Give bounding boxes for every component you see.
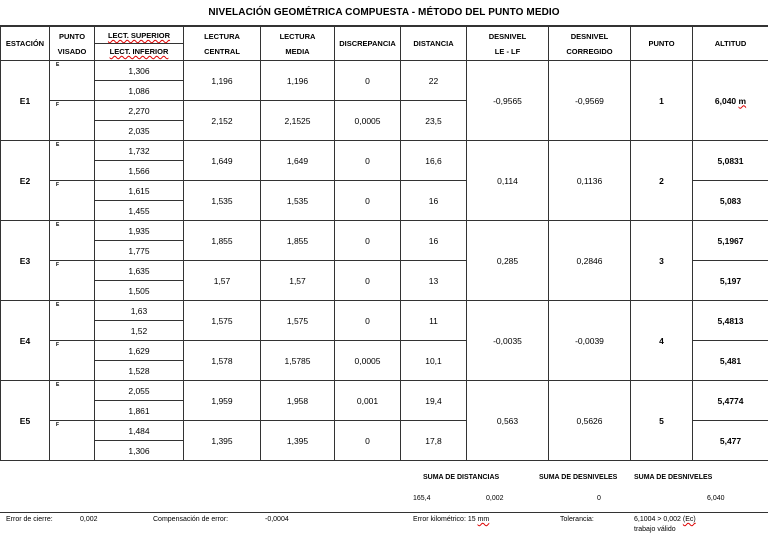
lectura-media: 1,395 <box>261 421 335 461</box>
distancia: 23,5 <box>401 101 467 141</box>
distancia: 19,4 <box>401 381 467 421</box>
sheet-title: NIVELACIÓN GEOMÉTRICA COMPUESTA - MÉTODO DEL PUNTO MEDIO <box>0 0 768 26</box>
suma-distancias-label: SUMA DE DISTANCIAS <box>423 474 500 481</box>
punto-number: 5 <box>631 381 693 461</box>
discrepancia: 0,0005 <box>335 341 401 381</box>
lect-inferior: 1,455 <box>95 201 184 221</box>
fore-sight-cell <box>50 341 95 381</box>
fore-sight-cell <box>50 101 95 141</box>
compensacion-value: -0,0004 <box>265 516 289 523</box>
header-punto: PUNTO <box>631 27 693 61</box>
station-name: E2 <box>1 141 50 221</box>
lectura-media: 1,958 <box>261 381 335 421</box>
header-discrepancia: DISCREPANCIA <box>335 27 401 61</box>
altitud-top: 5,0831 <box>693 141 768 181</box>
desnivel-corregido: -0,9569 <box>549 61 631 141</box>
suma-desniveles-label-2: SUMA DE DESNIVELES <box>634 474 713 481</box>
lect-inferior: 1,505 <box>95 281 184 301</box>
lect-superior: 1,306 <box>95 61 184 81</box>
discrepancia: 0 <box>335 181 401 221</box>
lectura-media: 1,575 <box>261 301 335 341</box>
leveling-table <box>0 26 768 461</box>
error-cierre-label: Error de cierre: <box>6 516 53 523</box>
lect-superior: 1,635 <box>95 261 184 281</box>
station-name: E1 <box>1 61 50 141</box>
lect-inferior: 1,086 <box>95 81 184 101</box>
lect-superior: 1,63 <box>95 301 184 321</box>
header-desnivel-corregido: DESNIVEL CORREGIDO <box>549 27 631 61</box>
distancia: 22 <box>401 61 467 101</box>
back-sight-mark: E <box>56 62 60 68</box>
altitud-top: 5,1967 <box>693 221 768 261</box>
lectura-media: 1,535 <box>261 181 335 221</box>
punto-number: 4 <box>631 301 693 381</box>
lectura-central: 1,575 <box>184 301 261 341</box>
discrepancia: 0 <box>335 221 401 261</box>
tolerancia-value <box>634 516 696 523</box>
distancia: 11 <box>401 301 467 341</box>
fore-sight-cell <box>50 181 95 221</box>
discrepancia: 0 <box>335 421 401 461</box>
header-lectura-central: LECTURA CENTRAL <box>184 27 261 61</box>
tolerancia-label: Tolerancia: <box>560 516 594 523</box>
header-estacion: ESTACIÓN <box>1 27 50 61</box>
altitud-bottom: 5,197 <box>693 261 768 301</box>
suma-discrepancias-value: 0,002 <box>486 495 504 502</box>
fore-sight-cell <box>50 261 95 301</box>
back-sight-mark: E <box>56 382 60 388</box>
tolerancia-ec: (Ec) <box>682 516 696 523</box>
suma-desniveles-label: SUMA DE DESNIVELES <box>539 474 618 481</box>
back-sight-mark: E <box>56 302 60 308</box>
desnivel: 0,114 <box>467 141 549 221</box>
header-lecturas-estadimetricas: LECT. SUPERIOR LECT. INFERIOR <box>95 27 184 61</box>
station-name: E5 <box>1 381 50 461</box>
lect-superior: 2,270 <box>95 101 184 121</box>
table-row <box>1 381 768 401</box>
back-sight-cell <box>50 221 95 261</box>
error-cierre-value: 0,002 <box>80 516 98 523</box>
back-sight-mark: E <box>56 142 60 148</box>
punto-number: 3 <box>631 221 693 301</box>
lect-superior: 2,055 <box>95 381 184 401</box>
altitud-top: 5,4774 <box>693 381 768 421</box>
lectura-media: 1,649 <box>261 141 335 181</box>
distancia: 16 <box>401 221 467 261</box>
desnivel-corregido: 0,5626 <box>549 381 631 461</box>
lect-superior: 1,935 <box>95 221 184 241</box>
lect-superior: 1,732 <box>95 141 184 161</box>
suma-altitud-value: 6,040 <box>707 495 725 502</box>
back-sight-cell <box>50 141 95 181</box>
trabajo-valido: trabajo válido <box>634 526 676 533</box>
error-kilometrico <box>413 516 489 523</box>
discrepancia: 0 <box>335 141 401 181</box>
table-row <box>1 61 768 81</box>
desnivel-corregido: -0,0039 <box>549 301 631 381</box>
lectura-media: 1,57 <box>261 261 335 301</box>
lectura-media: 1,855 <box>261 221 335 261</box>
lect-inferior: 1,566 <box>95 161 184 181</box>
fore-sight-mark: F <box>56 342 60 348</box>
lectura-central: 1,959 <box>184 381 261 421</box>
distancia: 10,1 <box>401 341 467 381</box>
lect-superior: 1,629 <box>95 341 184 361</box>
altitud-bottom: 5,083 <box>693 181 768 221</box>
altitud-bottom: 5,477 <box>693 421 768 461</box>
distancia: 16,6 <box>401 141 467 181</box>
back-sight-cell <box>50 381 95 421</box>
tolerancia-comparison: 6,1004 > 0,002 <box>634 516 681 523</box>
summary-divider <box>0 512 768 513</box>
suma-distancias-value: 165,4 <box>413 495 431 502</box>
table-row <box>1 301 768 321</box>
lectura-media: 2,1525 <box>261 101 335 141</box>
header-altitud: ALTITUD <box>693 27 768 61</box>
altitud-top: 5,4813 <box>693 301 768 341</box>
discrepancia: 0 <box>335 61 401 101</box>
desnivel: 0,563 <box>467 381 549 461</box>
altitud-bottom: 5,481 <box>693 341 768 381</box>
lect-inferior: 1,306 <box>95 441 184 461</box>
summary-section <box>0 462 768 537</box>
fore-sight-mark: F <box>56 102 60 108</box>
station-name: E4 <box>1 301 50 381</box>
lectura-media: 1,5785 <box>261 341 335 381</box>
discrepancia: 0 <box>335 301 401 341</box>
compensacion-label: Compensación de error: <box>153 516 229 523</box>
altitud-unit: m <box>738 95 747 106</box>
lect-inferior: 1,52 <box>95 321 184 341</box>
punto-number: 2 <box>631 141 693 221</box>
desnivel-corregido: 0,2846 <box>549 221 631 301</box>
fore-sight-mark: F <box>56 182 60 188</box>
lectura-central: 1,57 <box>184 261 261 301</box>
lect-superior: 1,484 <box>95 421 184 441</box>
lect-inferior: 2,035 <box>95 121 184 141</box>
back-sight-mark: E <box>56 222 60 228</box>
altitud-cell <box>693 61 768 141</box>
suma-desniveles-value: 0 <box>597 495 601 502</box>
discrepancia: 0,001 <box>335 381 401 421</box>
header-punto-visado: PUNTO VISADO <box>50 27 95 61</box>
desnivel: -0,0035 <box>467 301 549 381</box>
lectura-central: 1,578 <box>184 341 261 381</box>
lect-inferior: 1,528 <box>95 361 184 381</box>
fore-sight-mark: F <box>56 262 60 268</box>
table-row <box>1 221 768 241</box>
error-kilometrico-unit: mm <box>477 516 490 523</box>
lectura-central: 1,196 <box>184 61 261 101</box>
error-kilometrico-label: Error kilométrico: 15 <box>413 516 476 523</box>
lectura-central: 2,152 <box>184 101 261 141</box>
lectura-central: 1,855 <box>184 221 261 261</box>
desnivel: -0,9565 <box>467 61 549 141</box>
lect-inferior: 1,775 <box>95 241 184 261</box>
discrepancia: 0 <box>335 261 401 301</box>
header-row <box>1 27 768 61</box>
header-distancia: DISTANCIA <box>401 27 467 61</box>
lectura-central: 1,649 <box>184 141 261 181</box>
desnivel: 0,285 <box>467 221 549 301</box>
back-sight-cell <box>50 61 95 101</box>
back-sight-cell <box>50 301 95 341</box>
header-desnivel: DESNIVEL LE - LF <box>467 27 549 61</box>
fore-sight-cell <box>50 421 95 461</box>
header-lectura-media: LECTURA MEDIA <box>261 27 335 61</box>
lectura-central: 1,395 <box>184 421 261 461</box>
desnivel-corregido: 0,1136 <box>549 141 631 221</box>
distancia: 16 <box>401 181 467 221</box>
station-name: E3 <box>1 221 50 301</box>
fore-sight-mark: F <box>56 422 60 428</box>
lectura-media: 1,196 <box>261 61 335 101</box>
distancia: 17,8 <box>401 421 467 461</box>
distancia: 13 <box>401 261 467 301</box>
lect-superior: 1,615 <box>95 181 184 201</box>
table-row <box>1 141 768 161</box>
lect-inferior: 1,861 <box>95 401 184 421</box>
lectura-central: 1,535 <box>184 181 261 221</box>
altitud-value: 6,040 <box>714 95 737 106</box>
discrepancia: 0,0005 <box>335 101 401 141</box>
punto-number: 1 <box>631 61 693 141</box>
